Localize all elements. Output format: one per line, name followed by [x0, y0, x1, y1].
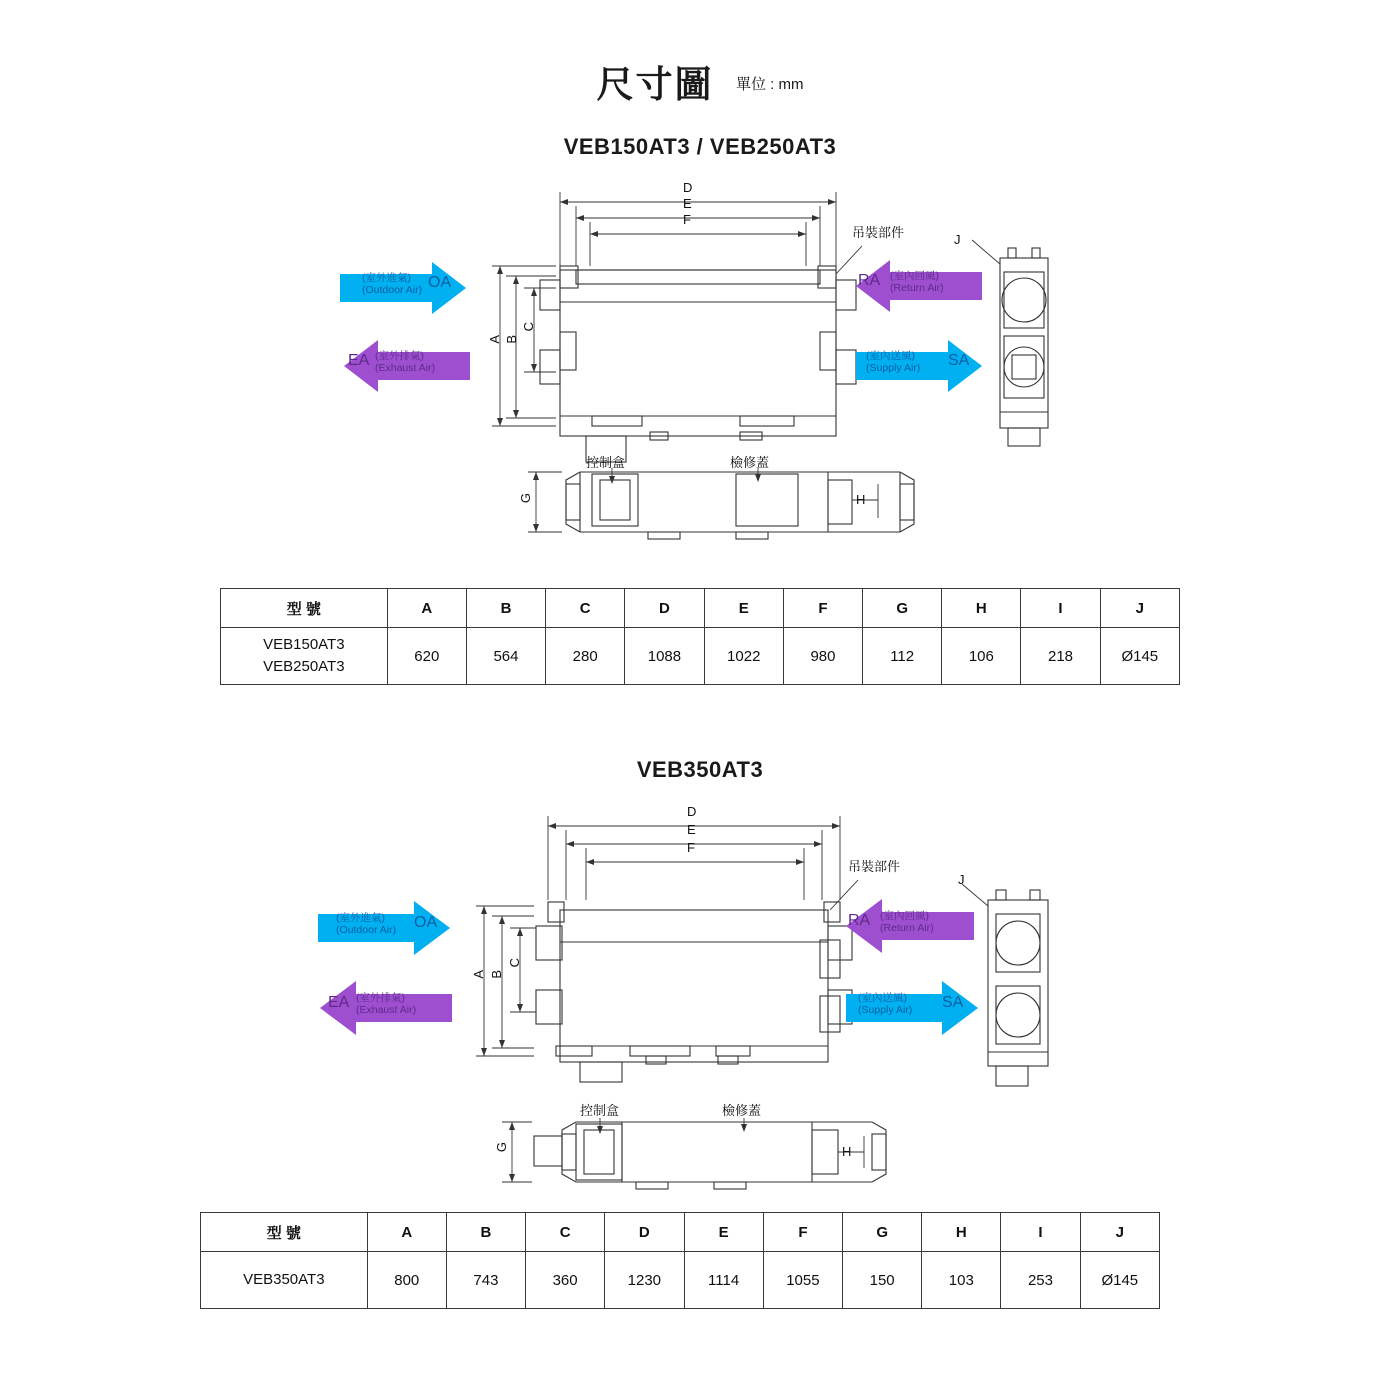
drawing-veb350: [0, 800, 1400, 1220]
table-header-cell: F: [763, 1213, 842, 1252]
table-header-cell: H: [922, 1213, 1001, 1252]
dim-label-e-2: E: [687, 822, 696, 837]
dim-label-j-2: J: [958, 872, 965, 887]
table-row: [221, 628, 1180, 685]
spec-table-1: [220, 588, 1180, 685]
dim-label-h-2: H: [842, 1144, 852, 1159]
table-cell-value: 1055: [763, 1252, 842, 1309]
access-cover-note-1: 檢修蓋: [730, 455, 770, 470]
label-ea-code-2: EA: [328, 994, 350, 1011]
label-supply-air-2: (室內送風) (Supply Air): [858, 992, 913, 1016]
dim-label-a-2: A: [471, 970, 486, 979]
label-return-air-1: (室內回風) (Return Air): [890, 270, 944, 294]
table-header-cell: G: [863, 589, 942, 628]
label-return-air-2: (室內回風) (Return Air): [880, 910, 934, 934]
label-ra-code-1: RA: [858, 272, 881, 289]
table-cell-value: 150: [843, 1252, 922, 1309]
table-header-row: [221, 589, 1180, 628]
unit-note: 單位 : mm: [735, 76, 804, 93]
label-sa-code-1: SA: [948, 352, 970, 369]
label-ra-code-2: RA: [848, 912, 871, 929]
table-header-cell: E: [704, 589, 783, 628]
table-header-cell: J: [1080, 1213, 1159, 1252]
label-ea-code-1: EA: [348, 352, 370, 369]
table-header-cell: 型 號: [201, 1213, 368, 1252]
table-cell-value: 564: [466, 628, 545, 685]
dim-label-g-1: G: [518, 493, 533, 504]
table-cell-value: 980: [783, 628, 862, 685]
label-outdoor-air-1: (室外進氣) (Outdoor Air): [362, 272, 423, 296]
section-heading-1: VEB150AT3 / VEB250AT3: [563, 134, 837, 159]
table-header-cell: 型 號: [221, 589, 388, 628]
label-sa-code-2: SA: [942, 994, 964, 1011]
table-cell-value: 1022: [704, 628, 783, 685]
hanger-note-1: 吊裝部件: [852, 225, 905, 240]
drawing-svg-2: [0, 800, 1400, 1220]
table-header-cell: I: [1001, 1213, 1080, 1252]
table-header-cell: C: [526, 1213, 605, 1252]
dim-label-g-2: G: [494, 1142, 509, 1153]
table-header-cell: F: [783, 589, 862, 628]
drawing-svg-1: [0, 180, 1400, 570]
dim-label-b-1: B: [504, 335, 519, 344]
table-header-cell: G: [843, 1213, 922, 1252]
access-cover-note-2: 檢修蓋: [722, 1103, 762, 1118]
label-supply-air-1: (室內送風) (Supply Air): [866, 350, 921, 374]
table-header-cell: D: [625, 589, 704, 628]
dim-label-d-1: D: [683, 180, 693, 195]
label-outdoor-air-2: (室外進氣) (Outdoor Air): [336, 912, 397, 936]
table-cell-value: 743: [446, 1252, 525, 1309]
control-box-note-2: 控制盒: [580, 1103, 620, 1118]
dim-label-f-1: F: [683, 212, 691, 227]
table-header-cell: B: [446, 1213, 525, 1252]
document-header: [0, 54, 1400, 108]
table-cell-value: 106: [942, 628, 1021, 685]
spec-table-2: [200, 1212, 1160, 1309]
table-cell-value: Ø145: [1080, 1252, 1159, 1309]
dim-label-h-1: H: [856, 492, 866, 507]
table-header-row: [201, 1213, 1160, 1252]
dim-label-j-1: J: [954, 232, 961, 247]
table-header-cell: B: [466, 589, 545, 628]
table-header-cell: I: [1021, 589, 1100, 628]
section-heading-2: VEB350AT3: [636, 757, 764, 782]
table-cell-value: 620: [387, 628, 466, 685]
table-header-cell: H: [942, 589, 1021, 628]
table-header-cell: A: [367, 1213, 446, 1252]
table-cell-value: 253: [1001, 1252, 1080, 1309]
table-cell-value: 1230: [605, 1252, 684, 1309]
table-header-cell: D: [605, 1213, 684, 1252]
table-header-cell: C: [546, 589, 625, 628]
table-cell-value: 800: [367, 1252, 446, 1309]
label-oa-code-2: OA: [414, 914, 438, 931]
table-cell-value: 103: [922, 1252, 1001, 1309]
label-exhaust-air-1: (室外排氣) (Exhaust Air): [375, 350, 436, 374]
table-row: [201, 1252, 1160, 1309]
table-cell-value: 1088: [625, 628, 704, 685]
dim-label-d-2: D: [687, 804, 697, 819]
table-cell-value: 360: [526, 1252, 605, 1309]
table-cell-model: VEB350AT3: [201, 1252, 368, 1309]
dim-label-e-1: E: [683, 196, 692, 211]
table-header-cell: A: [387, 589, 466, 628]
dim-label-c-2: C: [507, 958, 522, 968]
label-oa-code-1: OA: [428, 274, 452, 291]
label-exhaust-air-2: (室外排氣) (Exhaust Air): [356, 992, 417, 1016]
page-title: 尺寸圖: [596, 64, 714, 105]
table-cell-value: 218: [1021, 628, 1100, 685]
table-header-cell: E: [684, 1213, 763, 1252]
table-header-cell: J: [1100, 589, 1179, 628]
drawing-veb150-veb250: [0, 180, 1400, 570]
dim-label-f-2: F: [687, 840, 695, 855]
dim-label-c-1: C: [521, 322, 536, 332]
control-box-note-1: 控制盒: [586, 455, 626, 470]
model-name-line: VEB250AT3: [263, 658, 345, 675]
dim-label-b-2: B: [489, 970, 504, 979]
table-cell-value: Ø145: [1100, 628, 1179, 685]
model-name-line: VEB150AT3: [263, 636, 345, 653]
dim-label-a-1: A: [487, 335, 502, 344]
hanger-note-2: 吊裝部件: [848, 859, 901, 874]
table-cell-value: 112: [863, 628, 942, 685]
table-cell-value: 280: [546, 628, 625, 685]
table-cell-model: [221, 628, 388, 685]
table-cell-value: 1114: [684, 1252, 763, 1309]
